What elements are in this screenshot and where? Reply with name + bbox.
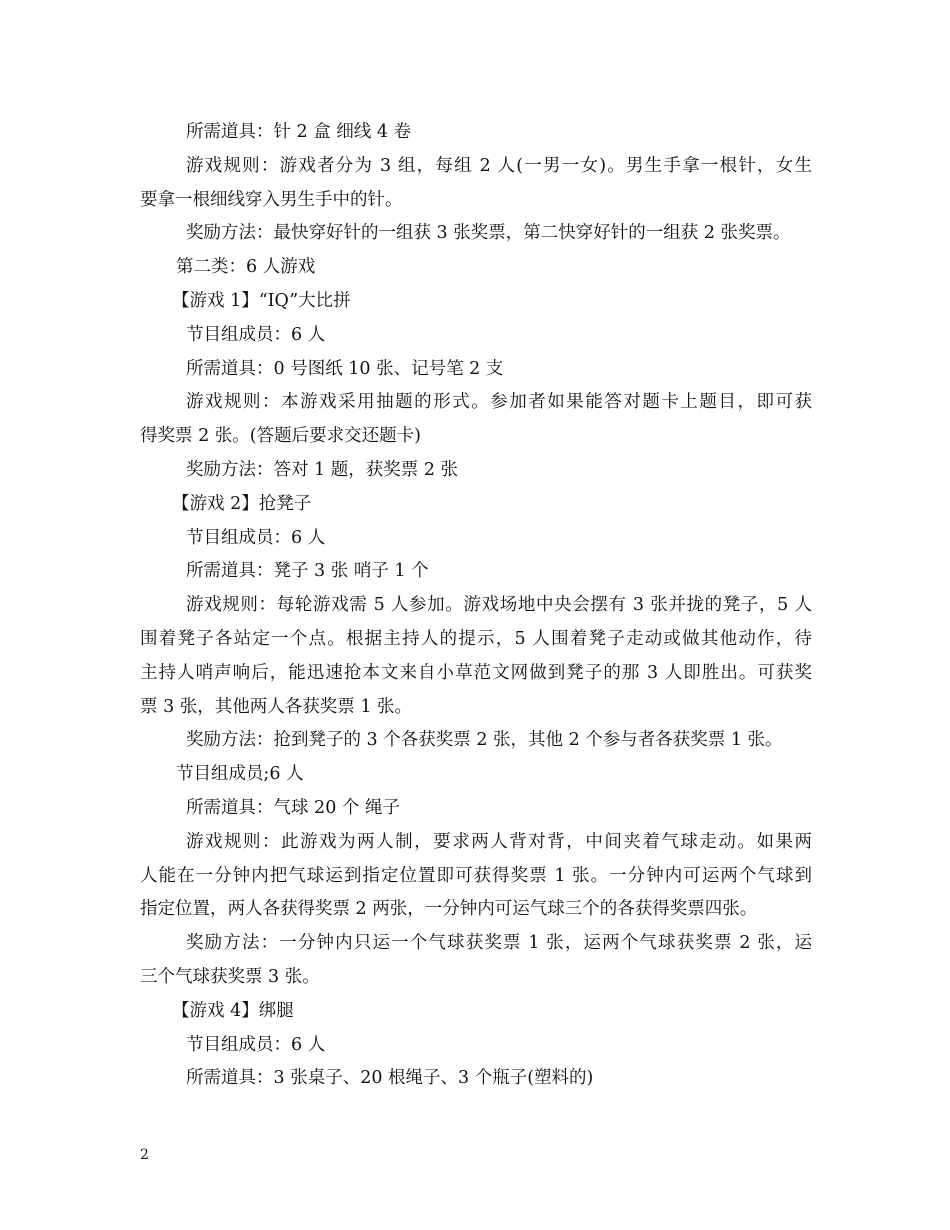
text-line: 所需道具：气球 20 个 绳子: [186, 797, 400, 818]
text-line: 节目组成员：6 人: [186, 1034, 326, 1055]
text-line: 奖励方法：最快穿好针的一组获 3 张奖票，第二快穿好针的一组获 2 张奖票。: [186, 223, 791, 244]
text-line: 三个气球获奖票 3 张。: [140, 966, 320, 987]
text-line: 奖励方法：答对 1 题，获奖票 2 张: [186, 459, 459, 480]
text-line: 游戏规则：本游戏采用抽题的形式。参加者如果能答对题卡上题目，即可获: [186, 392, 812, 413]
text-line: 得奖票 2 张。(答题后要求交还题卡): [140, 426, 421, 447]
text-line: 人能在一分钟内把气球运到指定位置即可获得奖票 1 张。一分钟内可运两个气球到: [140, 865, 812, 886]
body-text: [140, 116, 812, 1096]
text-line: 节目组成员：6 人: [186, 324, 326, 345]
text-line: 所需道具：凳子 3 张 哨子 1 个: [186, 561, 429, 582]
game-heading: 【游戏 4】绑腿: [172, 1000, 294, 1021]
text-line: 所需道具：3 张桌子、20 根绳子、3 个瓶子(塑料的): [186, 1068, 594, 1089]
text-line: 游戏规则：游戏者分为 3 组，每组 2 人(一男一女)。男生手拿一根针，女生: [186, 155, 812, 176]
text-line: 节目组成员;6 人: [176, 764, 304, 785]
text-line: 票 3 张，其他两人各获奖票 1 张。: [140, 696, 413, 717]
text-line: 主持人哨声响后，能迅速抢本文来自小草范文网做到凳子的那 3 人即胜出。可获奖: [140, 662, 812, 683]
text-line: 游戏规则：此游戏为两人制，要求两人背对背，中间夹着气球走动。如果两: [186, 831, 812, 852]
text-line: 所需道具：0 号图纸 10 张、记号笔 2 支: [186, 358, 504, 379]
text-line: 要拿一根细线穿入男生手中的针。: [140, 189, 403, 210]
game-heading: 【游戏 2】抢凳子: [172, 493, 312, 514]
text-line: 指定位置，两人各获得奖票 2 两张，一分钟内可运气球三个的各获得奖票四张。: [140, 899, 758, 920]
text-line: 游戏规则：每轮游戏需 5 人参加。游戏场地中央会摆有 3 张并拢的凳子，5 人: [186, 595, 812, 616]
page-number: 2: [140, 1147, 149, 1163]
text-line: 节目组成员：6 人: [186, 527, 326, 548]
game-heading: 【游戏 1】“IQ”大比拼: [172, 290, 351, 311]
text-line: 奖励方法：一分钟内只运一个气球获奖票 1 张，运两个气球获奖票 2 张，运: [186, 933, 812, 954]
text-line: 围着凳子各站定一个点。根据主持人的提示，5 人围着凳子走动或做其他动作，待: [140, 628, 812, 649]
section-heading: 第二类：6 人游戏: [176, 257, 316, 278]
text-line: 所需道具：针 2 盒 细线 4 卷: [186, 122, 412, 142]
text-line: 奖励方法：抢到凳子的 3 个各获奖票 2 张，其他 2 个参与者各获奖票 1 张。: [186, 730, 783, 751]
